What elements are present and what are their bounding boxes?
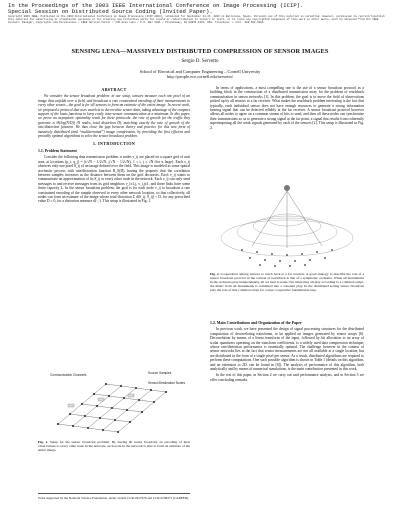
abstract-heading: ABSTRACT [101,87,127,92]
fig2-label: Fig. 2. [210,272,220,276]
right-column-top [210,86,364,132]
left-column [38,86,190,206]
intro-heading: 1. INTRODUCTION [92,141,136,147]
figure-1-caption [38,440,190,452]
footnote: Work supported by the National Science Foundation, under awards CCR-0227676 and CCR-0238271 (CAREER). [38,493,190,500]
fig1-caption-text: Setup for the sensor broadcast problem. By having all nodes broadcast an encoding of their observations to every other node in the network, each node in the network is able to form an estimate of the entire image. [38,440,190,453]
right-column-bottom [210,319,364,384]
problem-statement-text: Consider the following data transmission problem. n nodes v_ij are placed on a square grid of unit area, at locations (p_i, q_j) = (i/√N − 1/2√N, j/√N − 1/2√N), 1 ≤ i, j ≤ √N (for n large). Each v_ij observes only one pixel S_ij of an image defined over the field. This image is modeled as some spatial stochastic process with rate/distortion function R_S(D), having the property that the correlation between samples increases as the distance between them on the grid decreases. Each v_ij wants to communicate an approximation of its S_ij to every other node in the network. Each v_ij can only send messages to and receive messages from its grid neighbors v_i±1,j, v_i,j±1, and these links have some finite capacity L. In the sensor broadcast problem, the goal is for each node v_ij to broadcast a rate constrained encoding of the sample observed to every other network location, so that collectively, all nodes can form an estimate of the image whose total distortion Σ d(S_ij, Ŝ_ij) < D, for any prescribed value D ≥ 0, for a distortion measure d(·,·). This setup is illustrated in Fig. 1. [38,155,190,204]
legend-channels: Communication Channels [50,373,87,377]
figure-1-grid [48,364,188,436]
subsection-1-1: 1.1. Problem Statement [38,148,77,153]
header-line-2: Special Session on Distributed Source Coding (Invited Paper). [8,8,213,15]
affiliation-url: http://people.ece.cornell.edu/servetto/ [166,74,234,80]
abstract-text: We consider the sensor broadcast problem: in our setup, sensors measure each one pixel of an image that unfolds over a field, and broadcast a rate constrained encoding of their measurements to every other sensor—the goal is for all sensors to form an estimate of the entire image. In recent work, we proposed a protocol that uses wavelets to decorrelate sensor data, taking advantage of the compact support of the basis functions to keep costly inter-sensor communication at a minimum. In this paper, we prove an asymptotic optimality result for these protocols: the rate of growth for the traffic they generate is Θ(log(N/D)) (N nodes, total distortion D), matching exactly the rate of growth of the rate/distortion function. We thus close the gap between theory and practice for this new form of massively distributed (and “multiterminal”) image compression, by providing the first efficient and provably optimal algorithms to solve the sensor broadcast problem. [38,94,190,139]
subsection-1-2: 1.2. Main Contributions and Organization of the Paper [210,321,302,325]
paper-title: SENSING LENA—MASSIVELY DISTRIBUTED COMPRESSION OF SENSOR IMAGES [71,48,329,55]
figure-2-caption [210,272,364,292]
fig1-label: Fig. 1. [38,440,49,444]
affiliation [0,69,400,79]
contributions-paragraph: In previous work, we have presented the design of signal processing structures for the distributed computation of decorrelating transforms, to be applied on images generated by sensor arrays [6]. Decorrelation by means of a linear transform of the input, followed by bit allocation to an array of scalar quantizers operating on the transform coefficients, is a widely used data compression technique, whose rate/distortion performance is essentially optimal. The challenge however in the context of sensor networks lies in the fact that sensor measurements are not all available at a single location, but are distributed in the form of a single pixel per sensor. As a result, distributed algorithms are required to perform these computations. One such possible algorithm is shown in Table 1 (details on this algorithm, and an extension to 2D, can be found in [6]). The analysis of performance of this algorithm, both analytically and by means of numerical simulations, is the main contribution presented in this work. [210,327,364,372]
fig2-caption-text: Cooperation among sensors to reach back to a far receiver. A good analogy to describe the role of a sensor broadcast protocol in the context of reachback is that of a symphonic orchestra. When all instruments in the orchestra play independently, all we hear is noise; but when they all play according to a common script, the music from all instruments is combined into a coherent play. In the distributed setting sensor broadcast play the role of that common script for a later cooperative transmission step. [210,272,364,293]
legend-sensor-nodes: Sensor/Destination Nodes [148,381,186,385]
copyright-notice: Copyright 2003 IEEE. Published in the 2003 International Conference on Image Processing (ICIP 2003), scheduled for September 14-17, 2003 in Barcelona, Spain. Personal use of this material is permitted. However, permission to reprint/republish this material for advertising or promotional purposes or for creating new collective works for resale or redistribution to servers or lists, or to reuse any copyrighted component of this work in other works, must be obtained from the IEEE. Contact: Manager, Copyrights and Permissions / IEEE Service Center / 445 Hoes Lane / P.O. Box 1331 / Piscataway, NJ 08855-1331, USA. Telephone: + Intl. 908-562-3966. [8,15,385,24]
figure-2-reachback [212,180,362,270]
page-header [8,3,392,24]
header-line-1: In the Proceedings of the 2003 IEEE International Conference on Image Processing (ICIP). [8,2,304,9]
affiliation-school: School of Electrical and Computer Engineering – Cornell University [139,69,261,74]
legend-source-samples: Source Samples [148,371,172,375]
author-name: Sergio D. Servetto [181,59,219,64]
organization-paragraph: In the rest of this paper, in Section 2 we carry out said performance analysis, and in Section 3 we offer concluding remarks. [210,373,364,382]
reachback-paragraph: In terms of applications, a most compelling one is the use of a sensor broadcast protocol as a building block in the construction of a distributed transmission array for the problem of reachback communication in sensor networks [1]. In this problem, the goal is to move the field of observations picked up by all sensors to a far receiver. What makes the reachback problem interesting is the fact that typically, each individual sensor does not have enough resources to generate a strong information bearing signal that can be detected reliably at the far receiver. A sensor broadcast protocol however allows all nodes to agree on a common stream of bits to send, and then all these nodes can synchronize their transmissions so as to generate a strong signal at the far point, a signal that results from coherently superimposing all the weak signals generated by each of the sensors [2]. This setup is illustrated in Fig. 2. [210,86,364,130]
